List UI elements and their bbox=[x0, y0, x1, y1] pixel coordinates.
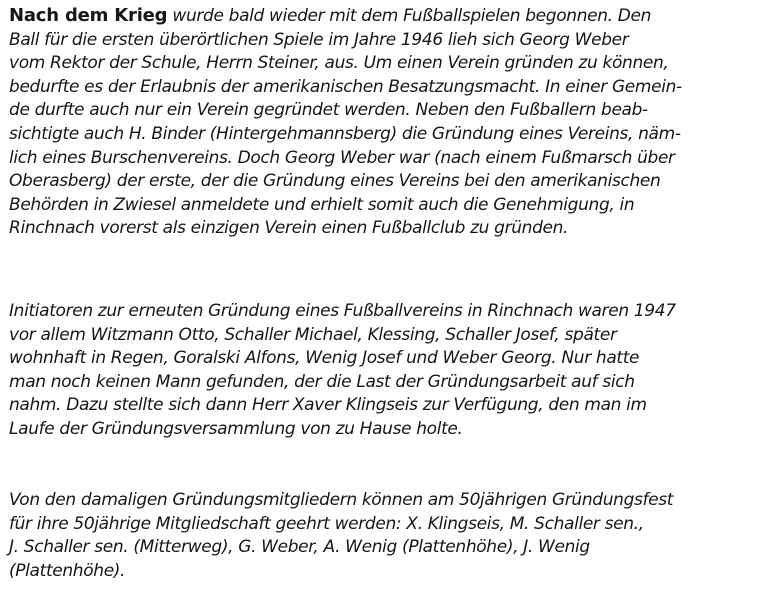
text-line: sichtigte auch H. Binder (Hintergehmannsberg) die Gründung eines Vereins, näm- bbox=[9, 123, 681, 144]
text-line: für ihre 50jährige Mitgliedschaft geehrt werden: X. Klingseis, M. Schaller sen., bbox=[9, 513, 644, 534]
text-line: Behörden in Zwiesel anmeldete und erhielt somit auch die Genehmigung, in bbox=[9, 194, 635, 215]
text-line: (Plattenhöhe). bbox=[9, 560, 126, 581]
text-line: Laufe der Gründungsversammlung von zu Hause holte. bbox=[9, 418, 463, 439]
text-line: Ball für die ersten überörtlichen Spiele im Jahre 1946 lieh sich Georg Weber bbox=[9, 29, 629, 50]
text-line: nahm. Dazu stellte sich dann Herr Xaver Klingseis zur Verfügung, den man im bbox=[9, 395, 647, 416]
text-line: Von den damaligen Gründungsmitgliedern können am 50jährigen Gründungsfest bbox=[9, 490, 674, 510]
text-line-continuation: wurde bald wieder mit dem Fußballspielen begonnen. Den bbox=[167, 6, 652, 26]
text-line: bedurfte es der Erlaubnis der amerikanischen Besatzungsmacht. In einer Gemein- bbox=[9, 76, 682, 97]
text-line bbox=[9, 4, 769, 29]
text-line: wohnhaft in Regen, Goralski Alfons, Wenig Josef und Weber Georg. Nur hatte bbox=[9, 348, 640, 369]
paragraph-post-war bbox=[9, 4, 769, 241]
text-line: man noch keinen Mann gefunden, der die Last der Gründungsarbeit auf sich bbox=[9, 371, 635, 392]
text-line: lich eines Burschenvereins. Doch Georg Weber war (nach einem Fußmarsch über bbox=[9, 147, 675, 168]
paragraph-initiators bbox=[9, 300, 769, 442]
text-line: de durfte auch nur ein Verein gegründet werden. Neben den Fußballern beab- bbox=[9, 100, 648, 121]
text-line: Initiatoren zur erneuten Gründung eines Fußballvereins in Rinchnach waren 1947 bbox=[9, 301, 676, 321]
lead-heading: Nach dem Krieg bbox=[9, 5, 168, 26]
text-line: J. Schaller sen. (Mitterweg), G. Weber, A. Wenig (Plattenhöhe), J. Wenig bbox=[9, 537, 590, 558]
text-line: vom Rektor der Schule, Herrn Steiner, aus. Um einen Verein gründen zu können, bbox=[9, 53, 669, 74]
paragraph-founding-members bbox=[9, 489, 769, 583]
text-line: Oberasberg) der erste, der die Gründung eines Vereins bei den amerikanischen bbox=[9, 171, 661, 192]
text-line: vor allem Witzmann Otto, Schaller Michael, Klessing, Schaller Josef, später bbox=[9, 324, 617, 345]
document-page bbox=[9, 0, 769, 600]
text-line: Rinchnach vorerst als einzigen Verein einen Fußballclub zu gründen. bbox=[9, 218, 569, 239]
